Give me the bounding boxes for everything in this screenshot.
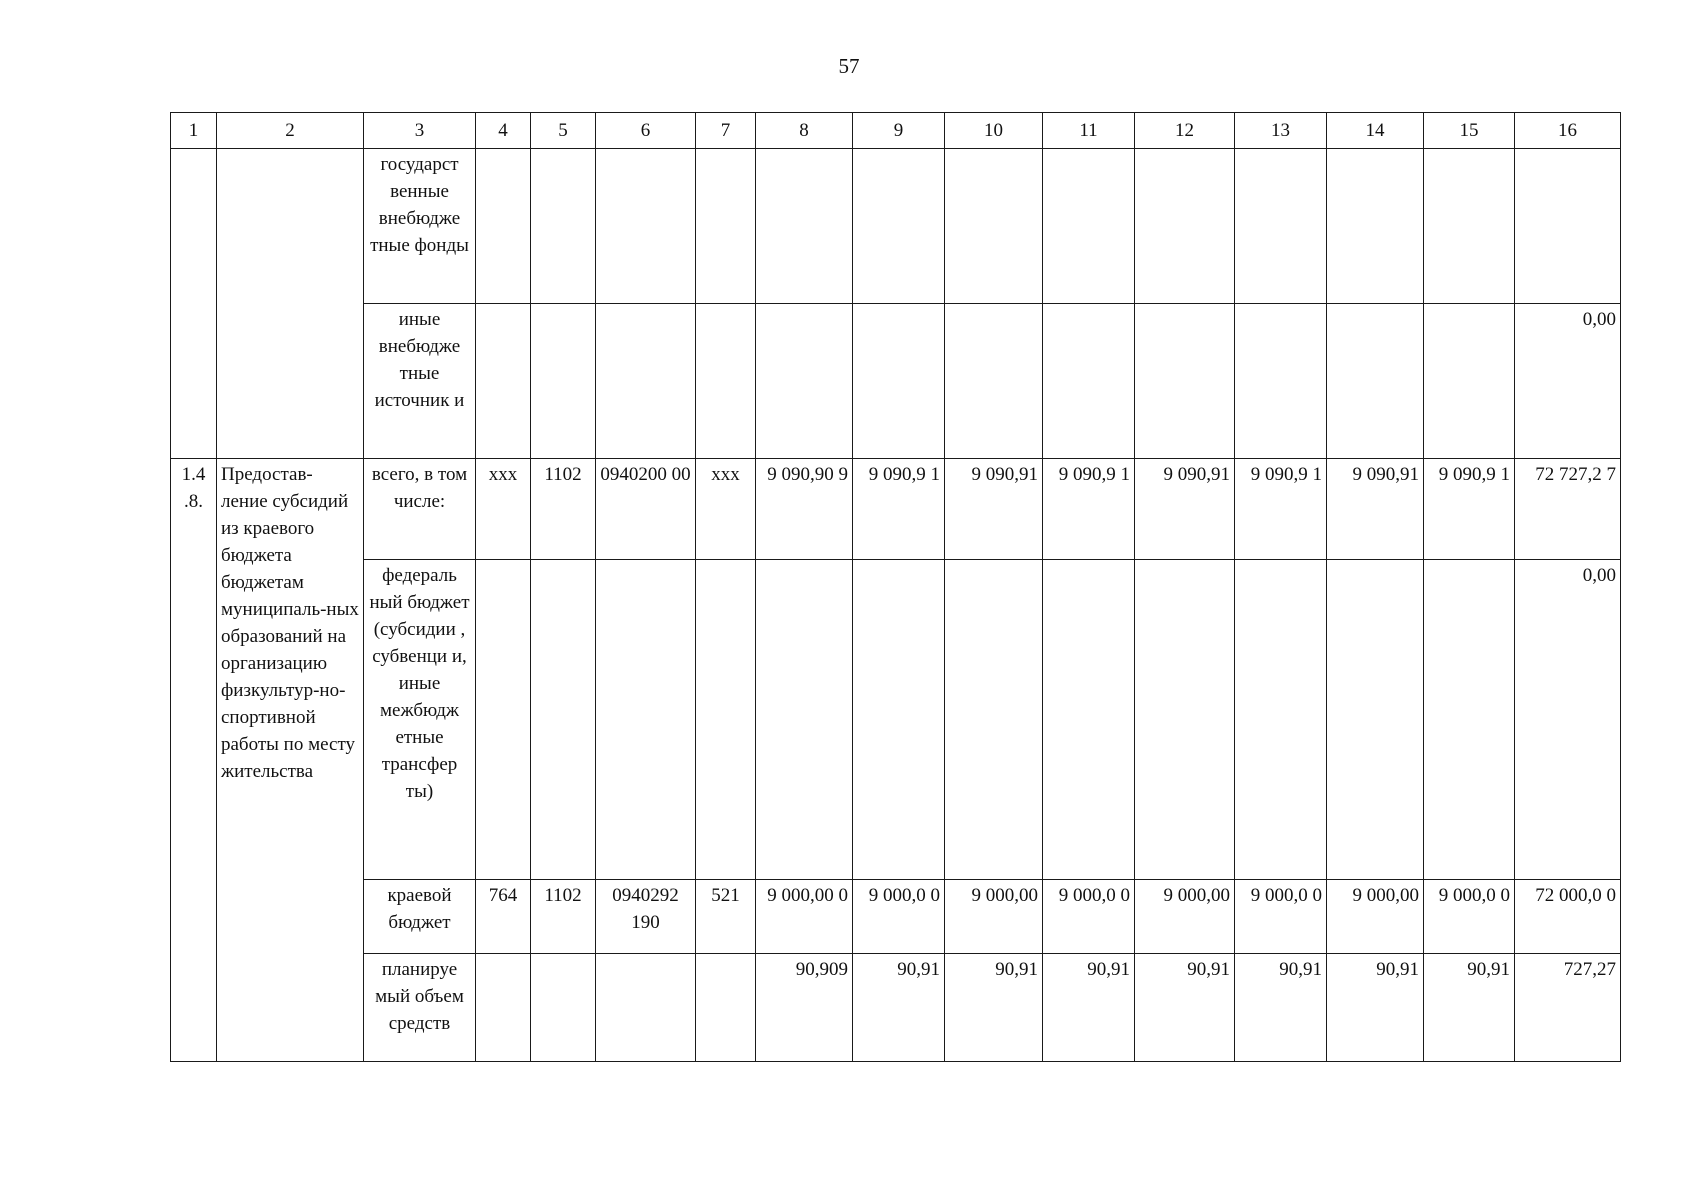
header-cell: 11 (1043, 113, 1135, 149)
table-cell: 9 000,00 0 (756, 880, 853, 954)
table-cell (596, 149, 696, 304)
table-cell: 72 727,2 7 (1515, 459, 1621, 560)
measure-name-cell (217, 149, 364, 459)
header-cell: 3 (364, 113, 476, 149)
table-row (171, 459, 1621, 560)
table-cell: 9 090,91 (945, 459, 1043, 560)
table-cell: 9 000,0 0 (1424, 880, 1515, 954)
funding-source-cell: федераль ный бюджет (субсидии , субвенци и, иные межбюдж етные трансфер ты) (364, 560, 476, 880)
table-cell: 764 (476, 880, 531, 954)
table-cell (476, 560, 531, 880)
table-cell (853, 304, 945, 459)
table-cell: xxx (476, 459, 531, 560)
table-cell: 0,00 (1515, 304, 1621, 459)
table-cell: 90,91 (1235, 954, 1327, 1062)
table-cell (1043, 560, 1135, 880)
table-cell (1424, 560, 1515, 880)
header-cell: 13 (1235, 113, 1327, 149)
table-cell (1424, 304, 1515, 459)
table-cell (1043, 304, 1135, 459)
header-cell: 2 (217, 113, 364, 149)
table-cell (476, 149, 531, 304)
table-cell (476, 304, 531, 459)
table-cell: xxx (696, 459, 756, 560)
header-cell: 1 (171, 113, 217, 149)
table-cell (531, 954, 596, 1062)
table-cell: 1102 (531, 880, 596, 954)
table-cell: 9 000,0 0 (1043, 880, 1135, 954)
table-cell (853, 149, 945, 304)
table-cell (596, 560, 696, 880)
header-cell: 15 (1424, 113, 1515, 149)
table-cell: 90,909 (756, 954, 853, 1062)
table-cell (1043, 149, 1135, 304)
funding-source-cell: краевой бюджет (364, 880, 476, 954)
table-cell: 9 090,9 1 (853, 459, 945, 560)
table-cell (531, 149, 596, 304)
table-cell (531, 560, 596, 880)
table-cell (1235, 149, 1327, 304)
table-cell (756, 149, 853, 304)
table-cell (756, 304, 853, 459)
table-cell: 72 000,0 0 (1515, 880, 1621, 954)
table-cell (476, 954, 531, 1062)
table-cell: 90,91 (1043, 954, 1135, 1062)
table-cell (696, 560, 756, 880)
header-cell: 10 (945, 113, 1043, 149)
header-cell: 7 (696, 113, 756, 149)
header-cell: 5 (531, 113, 596, 149)
table-cell (596, 954, 696, 1062)
table-cell: 9 000,0 0 (853, 880, 945, 954)
table-cell: 1102 (531, 459, 596, 560)
header-cell: 14 (1327, 113, 1424, 149)
budget-table (170, 112, 1621, 1062)
funding-source-cell: иные внебюдже тные источник и (364, 304, 476, 459)
table-cell (531, 304, 596, 459)
funding-source-cell: всего, в том числе: (364, 459, 476, 560)
table-cell (1327, 560, 1424, 880)
table-cell (1327, 149, 1424, 304)
table-cell (756, 560, 853, 880)
table-cell: 9 000,0 0 (1235, 880, 1327, 954)
table-cell (1515, 149, 1621, 304)
header-cell: 9 (853, 113, 945, 149)
header-cell: 12 (1135, 113, 1235, 149)
row-number-cell: 1.4 .8. (171, 459, 217, 1062)
table-cell: 9 090,9 1 (1043, 459, 1135, 560)
table-cell (945, 560, 1043, 880)
table-row (171, 560, 1621, 880)
table-cell: 521 (696, 880, 756, 954)
table-cell (596, 304, 696, 459)
table-cell: 90,91 (945, 954, 1043, 1062)
table-cell (696, 954, 756, 1062)
header-cell: 6 (596, 113, 696, 149)
table-cell: 9 090,9 1 (1235, 459, 1327, 560)
table-cell: 727,27 (1515, 954, 1621, 1062)
table-cell (1135, 560, 1235, 880)
table-cell (1135, 149, 1235, 304)
table-cell (1424, 149, 1515, 304)
table-row (171, 954, 1621, 1062)
header-cell: 16 (1515, 113, 1621, 149)
table-cell (1235, 304, 1327, 459)
header-row (171, 113, 1621, 149)
table-cell (1135, 304, 1235, 459)
table-cell: 0940200 00 (596, 459, 696, 560)
table-cell: 9 090,91 (1135, 459, 1235, 560)
table-cell (945, 304, 1043, 459)
row-number-cell (171, 149, 217, 459)
table-cell: 9 090,9 1 (1424, 459, 1515, 560)
header-cell: 4 (476, 113, 531, 149)
table-cell (696, 304, 756, 459)
table-cell: 0,00 (1515, 560, 1621, 880)
table-cell: 0940292 190 (596, 880, 696, 954)
table-cell: 9 000,00 (1327, 880, 1424, 954)
table-cell (853, 560, 945, 880)
table-row (171, 304, 1621, 459)
funding-source-cell: планируе мый объем средств (364, 954, 476, 1062)
table-cell: 90,91 (853, 954, 945, 1062)
table-cell: 9 000,00 (1135, 880, 1235, 954)
table-cell: 90,91 (1424, 954, 1515, 1062)
funding-source-cell: государст венные внебюдже тные фонды (364, 149, 476, 304)
table-cell: 9 000,00 (945, 880, 1043, 954)
table-cell: 9 090,91 (1327, 459, 1424, 560)
measure-name-cell: Предостав-ление субсидий из краевого бюджета бюджетам муниципаль-ных образований на организацию физкультур-но-спортивной работы по месту жительства (217, 459, 364, 1062)
table-cell (1327, 304, 1424, 459)
page-number: 57 (838, 54, 860, 78)
table-cell (945, 149, 1043, 304)
table-cell: 90,91 (1327, 954, 1424, 1062)
table-cell: 9 090,90 9 (756, 459, 853, 560)
table-cell (1235, 560, 1327, 880)
table-row (171, 149, 1621, 304)
table-cell: 90,91 (1135, 954, 1235, 1062)
header-cell: 8 (756, 113, 853, 149)
table-cell (696, 149, 756, 304)
table-row (171, 880, 1621, 954)
